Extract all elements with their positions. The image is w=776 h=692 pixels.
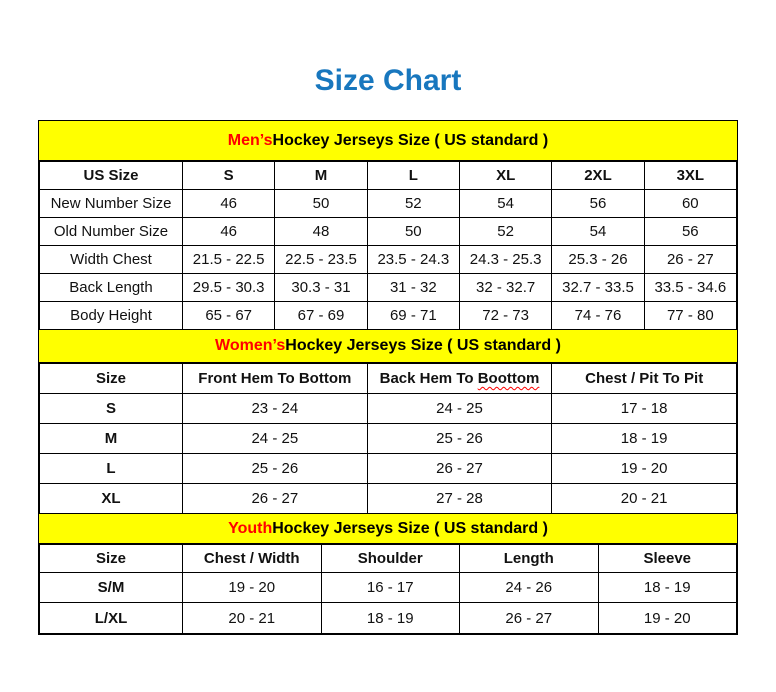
table-row (40, 190, 737, 218)
row-label: Old Number Size (40, 218, 183, 246)
mens-size-table (39, 161, 737, 330)
column-header: Sleeve (598, 545, 737, 573)
cell: 52 (367, 190, 459, 218)
cell: 67 - 69 (275, 302, 367, 330)
cell: 18 - 19 (598, 573, 737, 603)
womens-size-table (39, 363, 737, 514)
column-header: Length (460, 545, 599, 573)
cell: 65 - 67 (183, 302, 275, 330)
size-chart-page (0, 62, 776, 635)
section-header-text-mens: Hockey Jerseys Size ( US standard ) (272, 131, 549, 149)
cell: 52 (459, 218, 551, 246)
section-youth (39, 514, 737, 634)
column-header: XL (459, 162, 551, 190)
cell: 48 (275, 218, 367, 246)
cell: 69 - 71 (367, 302, 459, 330)
table-header-row (40, 364, 737, 394)
cell: 25.3 - 26 (552, 246, 644, 274)
column-header: 3XL (644, 162, 736, 190)
table-row (40, 484, 737, 514)
cell: 32.7 - 33.5 (552, 274, 644, 302)
cell: 19 - 20 (552, 454, 737, 484)
column-header: Chest / Pit To Pit (552, 364, 737, 394)
cell: 31 - 32 (367, 274, 459, 302)
cell: 18 - 19 (321, 603, 460, 634)
cell: 22.5 - 23.5 (275, 246, 367, 274)
cell: 26 - 27 (644, 246, 736, 274)
cell: 16 - 17 (321, 573, 460, 603)
cell: 24.3 - 25.3 (459, 246, 551, 274)
cell: 24 - 25 (183, 424, 368, 454)
cell: 32 - 32.7 (459, 274, 551, 302)
table-row (40, 218, 737, 246)
table-row (40, 394, 737, 424)
row-label: Body Height (40, 302, 183, 330)
row-label: L/XL (40, 603, 183, 634)
cell: 19 - 20 (183, 573, 322, 603)
cell: 21.5 - 22.5 (183, 246, 275, 274)
column-header: Size (40, 364, 183, 394)
cell: 17 - 18 (552, 394, 737, 424)
cell: 60 (644, 190, 736, 218)
row-label: New Number Size (40, 190, 183, 218)
table-row (40, 454, 737, 484)
cell: 50 (275, 190, 367, 218)
cell: 25 - 26 (367, 424, 552, 454)
cell: 19 - 20 (598, 603, 737, 634)
section-mens (39, 121, 737, 330)
row-label: S (40, 394, 183, 424)
size-chart (38, 120, 738, 635)
cell: 54 (459, 190, 551, 218)
cell: 24 - 26 (460, 573, 599, 603)
column-header: L (367, 162, 459, 190)
cell: 23.5 - 24.3 (367, 246, 459, 274)
table-header-row (40, 162, 737, 190)
row-label: Back Length (40, 274, 183, 302)
column-header (367, 364, 552, 394)
cell: 74 - 76 (552, 302, 644, 330)
table-row (40, 274, 737, 302)
table-row (40, 573, 737, 603)
cell: 29.5 - 30.3 (183, 274, 275, 302)
cell: 24 - 25 (367, 394, 552, 424)
cell: 27 - 28 (367, 484, 552, 514)
row-label: M (40, 424, 183, 454)
table-row (40, 424, 737, 454)
cell: 54 (552, 218, 644, 246)
column-header: Front Hem To Bottom (183, 364, 368, 394)
column-header: Chest / Width (183, 545, 322, 573)
youth-size-table (39, 544, 737, 634)
column-header: 2XL (552, 162, 644, 190)
section-highlight-youth: Youth (228, 519, 273, 537)
column-header: M (275, 162, 367, 190)
column-header: Shoulder (321, 545, 460, 573)
cell: 72 - 73 (459, 302, 551, 330)
column-header-text: Back Hem To (379, 370, 478, 387)
misspelled-word: Boottom (477, 370, 540, 387)
table-row (40, 302, 737, 330)
table-row (40, 246, 737, 274)
cell: 56 (644, 218, 736, 246)
cell: 30.3 - 31 (275, 274, 367, 302)
column-header: S (183, 162, 275, 190)
cell: 26 - 27 (460, 603, 599, 634)
section-header-text-womens: Hockey Jerseys Size ( US standard ) (285, 337, 561, 354)
row-label: L (40, 454, 183, 484)
cell: 50 (367, 218, 459, 246)
column-header: Size (40, 545, 183, 573)
section-header-text-youth: Hockey Jerseys Size ( US standard ) (272, 519, 548, 537)
section-header-mens (39, 121, 737, 161)
row-label: S/M (40, 573, 183, 603)
section-header-womens (39, 330, 737, 363)
page-title: Size Chart (314, 64, 462, 97)
section-womens (39, 330, 737, 514)
cell: 25 - 26 (183, 454, 368, 484)
table-header-row (40, 545, 737, 573)
table-row (40, 603, 737, 634)
column-header: US Size (40, 162, 183, 190)
cell: 46 (183, 218, 275, 246)
section-header-youth (39, 514, 737, 544)
cell: 46 (183, 190, 275, 218)
row-label: Width Chest (40, 246, 183, 274)
cell: 23 - 24 (183, 394, 368, 424)
cell: 20 - 21 (183, 603, 322, 634)
cell: 33.5 - 34.6 (644, 274, 736, 302)
section-highlight-mens: Men’s (227, 131, 273, 149)
cell: 56 (552, 190, 644, 218)
cell: 20 - 21 (552, 484, 737, 514)
cell: 77 - 80 (644, 302, 736, 330)
cell: 26 - 27 (367, 454, 552, 484)
row-label: XL (40, 484, 183, 514)
cell: 26 - 27 (183, 484, 368, 514)
cell: 18 - 19 (552, 424, 737, 454)
section-highlight-womens: Women’s (215, 337, 286, 354)
